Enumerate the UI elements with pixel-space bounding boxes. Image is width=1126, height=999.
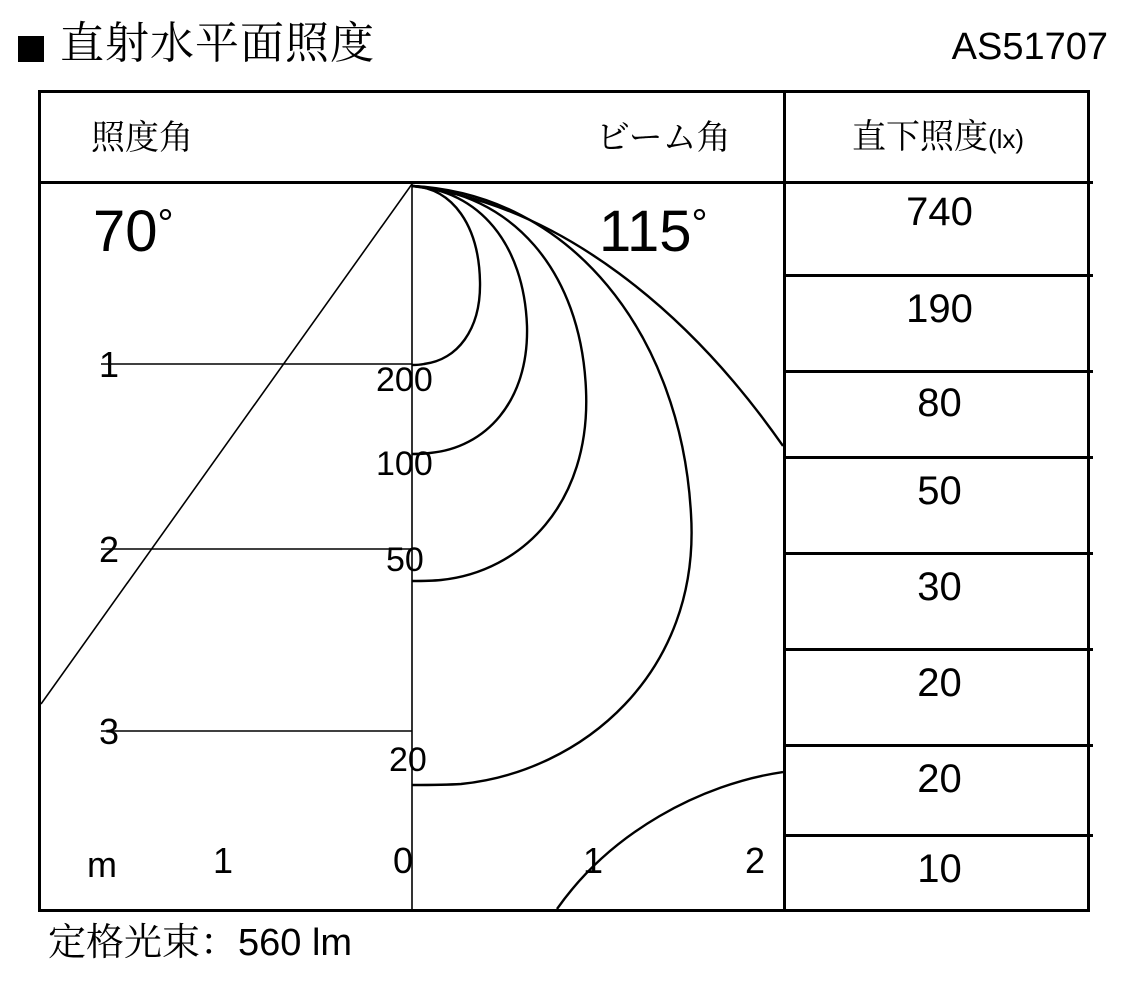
chart-frame	[38, 90, 1090, 912]
x-tick-0: 0	[393, 840, 414, 881]
illuminance-table	[786, 184, 1093, 909]
contour-20	[412, 186, 692, 785]
table-row	[786, 190, 1093, 235]
illuminance-angle-header: 照度角	[91, 119, 193, 157]
table-row-divider	[786, 274, 1093, 277]
x-tick-right-2: 2	[745, 840, 766, 881]
beam-angle-value: 115°	[599, 199, 708, 264]
table-cell-190: 190	[906, 287, 973, 331]
table-cell-10: 10	[917, 847, 962, 891]
illuminance-angle-value: 70°	[93, 199, 174, 264]
contour-200	[412, 186, 480, 365]
table-cell-80: 80	[917, 381, 962, 425]
page-title: 直射水平面照度	[60, 19, 375, 68]
table-row-divider	[786, 370, 1093, 373]
table-row	[786, 381, 1093, 426]
contour-label-20: 20	[389, 741, 427, 779]
contour-label-100: 100	[376, 445, 433, 483]
table-row-divider	[786, 456, 1093, 459]
table-row	[786, 565, 1093, 610]
table-row	[786, 757, 1093, 802]
page-header	[18, 14, 1108, 76]
table-cell-30: 30	[917, 565, 962, 609]
y-tick-3: 3	[99, 711, 120, 752]
contour-label-50: 50	[386, 541, 424, 579]
square-bullet-icon	[18, 36, 44, 62]
y-tick-1: 1	[99, 344, 120, 385]
table-row-divider	[786, 552, 1093, 555]
x-tick-left-1: 1	[213, 840, 234, 881]
x-axis-unit: m	[87, 844, 117, 885]
table-row-divider	[786, 744, 1093, 747]
table-row	[786, 847, 1093, 892]
table-header	[783, 115, 1093, 161]
contour-50	[412, 186, 586, 581]
table-row	[786, 469, 1093, 514]
table-row-divider	[786, 834, 1093, 837]
table-row	[786, 287, 1093, 332]
beam-angle-header: ビーム角	[596, 119, 731, 157]
x-tick-right-1: 1	[583, 840, 604, 881]
table-cell-50: 50	[917, 469, 962, 513]
y-tick-2: 2	[99, 529, 120, 570]
rated-flux-note: 定格光束：560 lm	[48, 922, 353, 964]
table-header-unit: (lx)	[987, 124, 1025, 154]
contour-label-200: 200	[376, 361, 433, 399]
table-cell-20b: 20	[917, 757, 962, 801]
table-header-text: 直下照度	[851, 118, 988, 156]
product-code: AS51707	[951, 26, 1108, 68]
table-row	[786, 661, 1093, 706]
table-cell-740: 740	[906, 190, 973, 234]
table-row-divider	[786, 648, 1093, 651]
table-cell-20a: 20	[917, 661, 962, 705]
